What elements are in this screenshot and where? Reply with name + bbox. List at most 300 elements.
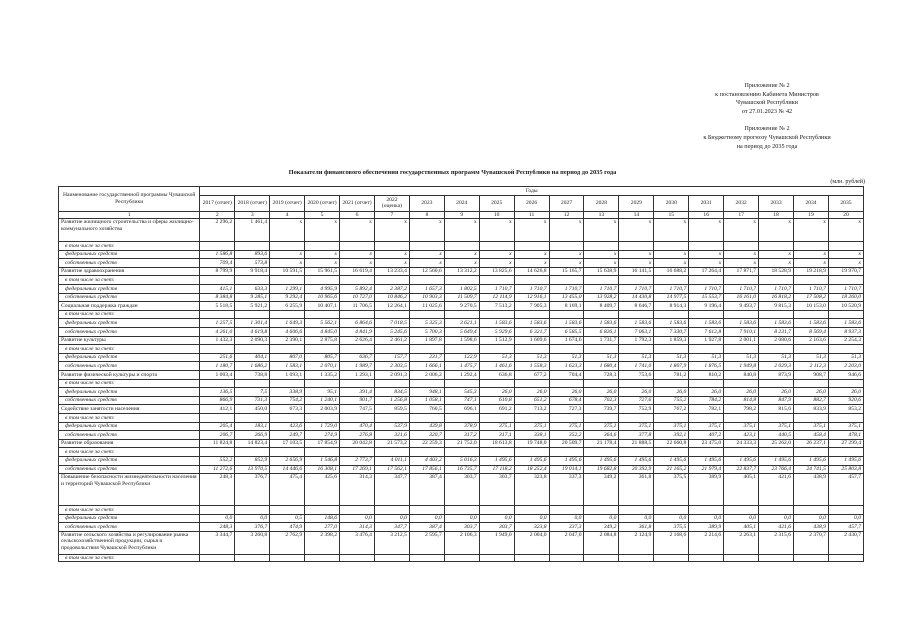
value-cell: 21 752,0 [444,439,479,448]
value-cell: 387,4 [409,474,444,506]
value-cell: 1 609,6 [514,336,549,345]
value-cell: 1 257,5 [200,319,235,328]
value-cell: 5 700,3 [409,328,444,337]
value-cell: 361,8 [619,474,654,506]
value-cell: x [794,250,829,259]
value-cell [235,276,270,285]
value-cell: 5 892,4 [340,285,375,294]
value-cell: 1 256,8 [374,396,409,405]
value-cell: 2 003,9 [305,405,340,414]
value-cell: 1 583,6 [514,319,549,328]
value-cell [514,276,549,285]
value-cell: 0,0 [794,514,829,523]
value-cell: 1 495,6 [514,456,549,465]
value-cell: 26,0 [479,388,514,397]
value-cell: x [514,250,549,259]
value-cell: x [828,219,863,242]
row-label: в том числе за счет: [59,242,200,251]
value-cell: 438,9 [794,474,829,506]
value-cell: 12 916,1 [514,293,549,302]
value-cell: 51,3 [479,353,514,362]
value-cell: 753,6 [619,371,654,380]
value-cell: 9 270,5 [444,302,479,311]
value-cell: 421,6 [759,523,794,532]
appendix-line: к постановлению Кабинета Министров [715,90,819,98]
value-cell: 1 003,4 [200,371,235,380]
value-cell: 1 649,3 [270,319,305,328]
value-cell: 0,0 [584,514,619,523]
value-cell: 17 562,1 [374,465,409,474]
year-header: 2021 (отчет) [340,195,375,211]
value-cell: 0,0 [479,514,514,523]
value-cell: 7 063,1 [619,328,654,337]
value-cell: 19 682,8 [584,465,619,474]
value-cell: 1 666,1 [409,362,444,371]
value-cell: 545,3 [444,388,479,397]
value-cell: 702,3 [584,396,619,405]
column-number: 13 [584,211,619,219]
value-cell: 1 583,6 [828,319,863,328]
year-header: 2033 [759,195,794,211]
value-cell [828,276,863,285]
value-cell: x [759,219,794,242]
value-cell [479,448,514,457]
value-cell: 13 970,5 [235,465,270,474]
value-cell [759,448,794,457]
value-cell [340,379,375,388]
value-cell: 0,0 [619,514,654,523]
value-cell: x [759,250,794,259]
value-cell: 10 727,0 [340,293,375,302]
value-cell: 739,7 [584,405,619,414]
table-row [59,276,864,285]
value-cell: x [549,219,584,242]
value-cell [514,448,549,457]
value-cell [619,448,654,457]
value-cell: 458,4 [794,431,829,440]
value-cell [794,554,829,562]
value-cell: 2 006,2 [409,371,444,380]
value-cell: 8 169,1 [549,302,584,311]
table-row [59,431,864,440]
value-cell: 10 520,9 [828,302,863,311]
value-cell [828,413,863,422]
value-cell: x [584,259,619,268]
value-cell [200,379,235,388]
value-cell: 2 203,0 [828,362,863,371]
value-cell: 1 495,6 [689,456,724,465]
value-cell: 391,4 [340,388,375,397]
value-cell: 1 292,4 [444,371,479,380]
row-label: федеральных средств [59,388,200,397]
value-cell: 0,0 [689,514,724,523]
column-number: 11 [514,211,549,219]
year-header: 2024 [444,195,479,211]
value-cell [654,310,689,319]
column-number: 18 [759,211,794,219]
value-cell [340,506,375,515]
value-cell: 16 818,2 [759,293,794,302]
year-header: 2029 [619,195,654,211]
value-cell [654,448,689,457]
value-cell: 51,3 [619,353,654,362]
column-number: 1 [59,211,200,219]
value-cell: 26,0 [654,388,689,397]
value-cell: 387,4 [409,523,444,532]
value-cell: 815,6 [759,405,794,414]
column-number: 17 [724,211,759,219]
value-cell [794,276,829,285]
year-header: 2035 [828,195,863,211]
table-row [59,293,864,302]
value-cell [584,379,619,388]
value-cell: 5 649,4 [444,328,479,337]
value-cell: 908,7 [794,371,829,380]
value-cell [584,413,619,422]
value-cell [759,310,794,319]
value-cell [305,310,340,319]
value-cell: 389,9 [689,523,724,532]
value-cell [514,345,549,354]
value-cell: 4 841,9 [340,328,375,337]
value-cell: 23 475,0 [689,439,724,448]
value-cell [584,310,619,319]
value-cell: 4 995,9 [305,285,340,294]
value-cell [270,379,305,388]
value-cell [200,242,235,251]
value-cell [654,506,689,515]
value-cell: 2 091,3 [374,371,409,380]
value-cell: 1 495,6 [549,456,584,465]
value-cell [479,242,514,251]
value-cell: 26,0 [689,388,724,397]
value-cell: 21 178,4 [584,439,619,448]
value-cell: 375,5 [654,523,689,532]
table-row [59,267,864,276]
value-cell: 9 815,3 [759,302,794,311]
table-row [59,371,864,380]
value-cell: 10 591,5 [270,267,305,276]
value-cell [514,310,549,319]
value-cell [444,310,479,319]
value-cell [619,379,654,388]
value-cell: 1 586,8 [200,250,235,259]
value-cell: 15 165,7 [549,267,584,276]
value-cell: 834,5 [374,388,409,397]
value-cell: 183,1 [235,422,270,431]
value-cell [689,448,724,457]
value-cell: 375,1 [654,422,689,431]
table-row [59,250,864,259]
value-cell: 1 583,6 [584,319,619,328]
value-cell [689,506,724,515]
value-cell [305,379,340,388]
value-cell: 1 495,6 [619,456,654,465]
value-cell [409,310,444,319]
value-cell: 3 212,5 [374,531,409,554]
value-cell: 1 710,7 [654,285,689,294]
value-cell: 457,7 [828,523,863,532]
value-cell [724,379,759,388]
value-cell: 122,9 [444,353,479,362]
value-cell: 450,0 [235,405,270,414]
value-cell: 303,7 [444,523,479,532]
row-label: в том числе за счет: [59,310,200,319]
value-cell: 23 766,4 [759,465,794,474]
value-cell: 22 259,3 [409,439,444,448]
value-cell: 1 461,4 [235,219,270,242]
value-cell: 731,3 [235,396,270,405]
value-cell: 727,3 [549,405,584,414]
row-label: Развитие образования [59,439,200,448]
value-cell: 51,3 [584,353,619,362]
value-cell: 784,2 [689,396,724,405]
value-cell [270,448,305,457]
value-cell: 6 585,5 [549,328,584,337]
value-cell: x [619,219,654,242]
value-cell: 2 387,2 [374,285,409,294]
value-cell: 1 335,2 [305,371,340,380]
column-number: 15 [654,211,689,219]
value-cell: 276,8 [340,431,375,440]
value-cell: 2 004,0 [514,531,549,554]
value-cell [654,242,689,251]
row-label: федеральных средств [59,285,200,294]
value-cell: x [549,250,584,259]
value-cell: 5 518,5 [200,302,235,311]
value-cell: 691,2 [479,405,514,414]
value-cell: 231,7 [409,353,444,362]
column-number: 20 [828,211,863,219]
value-cell: 8 569,4 [794,328,829,337]
value-cell [340,448,375,457]
value-cell [514,554,549,562]
value-cell: 752,9 [619,405,654,414]
value-cell: 1 897,8 [409,336,444,345]
value-cell [584,506,619,515]
value-cell: 51,3 [549,353,584,362]
table-row [59,523,864,532]
value-cell [549,276,584,285]
value-cell: 2 168,6 [654,531,689,554]
value-cell: 6 255,9 [270,302,305,311]
value-cell: 1 240,1 [305,396,340,405]
value-cell [724,310,759,319]
value-cell [689,379,724,388]
value-cell: 0,5 [270,514,305,523]
value-cell: 1 674,6 [549,336,584,345]
table-body [59,219,864,562]
value-cell: 0,0 [340,514,375,523]
value-cell: x [340,250,375,259]
value-cell: 1 495,6 [584,456,619,465]
value-cell: 25 262,0 [759,439,794,448]
value-cell: 866,9 [200,396,235,405]
value-cell: 10 153,0 [794,302,829,311]
table-row [59,242,864,251]
year-header: 2023 [409,195,444,211]
value-cell [584,276,619,285]
column-number: 19 [794,211,829,219]
value-cell [270,310,305,319]
value-cell: 425,6 [305,474,340,506]
value-cell: 2 106,3 [444,531,479,554]
value-cell: 321,6 [374,431,409,440]
value-cell [479,345,514,354]
value-cell: 1 495,6 [654,456,689,465]
financing-table [58,186,864,562]
value-cell: 16 161,0 [724,293,759,302]
value-cell: 21 573,2 [374,439,409,448]
column-numbers-row [59,211,864,219]
value-cell: 859,5 [374,405,409,414]
value-cell: 148,6 [305,514,340,523]
value-cell: 754,2 [270,396,305,405]
value-cell: 901,7 [340,396,375,405]
value-cell: 16 619,4 [340,267,375,276]
value-cell: x [689,259,724,268]
value-cell: 747,5 [340,405,375,414]
value-cell [619,345,654,354]
value-cell: 1 710,7 [514,285,549,294]
value-cell: 2 047,0 [549,531,584,554]
value-cell [724,554,759,562]
year-header: 2027 [549,195,584,211]
value-cell: 6 826,1 [584,328,619,337]
value-cell: 415,1 [200,285,235,294]
value-cell: 2 029,3 [759,362,794,371]
value-cell [549,345,584,354]
table-row [59,506,864,515]
value-cell: 1 583,6 [654,319,689,328]
value-cell: 423,1 [724,431,759,440]
value-cell: 423,6 [270,422,305,431]
value-cell: 6 864,6 [340,319,375,328]
value-cell [828,310,863,319]
value-cell: 13 825,6 [479,267,514,276]
value-cell: x [828,250,863,259]
value-cell: 948,1 [409,388,444,397]
row-label: в том числе за счет: [59,379,200,388]
value-cell: x [444,250,479,259]
value-cell [759,242,794,251]
value-cell: 16 688,2 [654,267,689,276]
value-cell: 11 509,7 [444,293,479,302]
value-cell: 338,9 [270,388,305,397]
value-cell [689,345,724,354]
year-header: 2028 [584,195,619,211]
value-cell: 1 710,7 [794,285,829,294]
value-cell: 2 656,9 [270,456,305,465]
value-cell: 347,7 [374,523,409,532]
value-cell: 16 141,5 [619,267,654,276]
value-cell [689,276,724,285]
value-cell [235,413,270,422]
row-label: в том числе за счет: [59,345,200,354]
value-cell: x [514,259,549,268]
value-cell: 18 613,8 [479,439,514,448]
value-cell: 19 970,7 [828,267,863,276]
value-cell: 22 660,8 [654,439,689,448]
value-cell: 2 124,9 [619,531,654,554]
value-cell: 0,0 [200,514,235,523]
value-cell [200,413,235,422]
value-cell: x [689,219,724,242]
year-header: 2020 (отчет) [305,195,340,211]
value-cell: 136,5 [200,388,235,397]
value-cell: 412,1 [200,405,235,414]
table-row [59,379,864,388]
value-cell: 16 735,7 [444,465,479,474]
value-cell: 317,1 [479,431,514,440]
value-cell: 17 871,7 [724,267,759,276]
year-header: 2034 [794,195,829,211]
value-cell [200,554,235,562]
value-cell: 10 846,2 [374,293,409,302]
value-cell [794,242,829,251]
value-cell: 457,7 [828,474,863,506]
value-cell [828,242,863,251]
value-cell [619,276,654,285]
row-label: в том числе за счет: [59,413,200,422]
value-cell: 303,7 [479,523,514,532]
value-cell [724,276,759,285]
row-label: Развитие культуры [59,336,200,345]
value-cell: 805,7 [305,353,340,362]
value-cell [689,413,724,422]
value-cell [549,506,584,515]
value-cell [724,242,759,251]
value-cell: 709,4 [200,259,235,268]
value-cell: 2 080,6 [759,336,794,345]
value-cell: x [374,250,409,259]
value-cell: 5 562,1 [305,319,340,328]
appendix-line: Приложение № 2 [744,82,790,89]
value-cell [200,345,235,354]
value-cell: 249,7 [270,431,305,440]
value-cell [689,554,724,562]
value-cell [409,276,444,285]
value-cell: 781,2 [654,371,689,380]
value-cell: 13 233,4 [374,267,409,276]
value-cell: 206,7 [200,431,235,440]
value-cell: 17 854,9 [305,439,340,448]
value-cell: 266,9 [235,431,270,440]
value-cell: 782,1 [689,405,724,414]
value-cell: 376,7 [235,474,270,506]
value-cell: x [549,259,584,268]
value-cell: 2 315,6 [759,531,794,554]
value-cell: 882,7 [794,396,829,405]
value-cell: 20 042,8 [340,439,375,448]
value-cell [200,448,235,457]
column-number: 10 [479,211,514,219]
value-cell: 678,4 [549,396,584,405]
value-cell: 1 583,6 [794,319,829,328]
value-cell [724,413,759,422]
value-cell: 20 509,7 [549,439,584,448]
value-cell: 1 876,5 [689,362,724,371]
value-cell [305,345,340,354]
value-cell [619,554,654,562]
value-cell: x [619,250,654,259]
value-cell: 337,3 [549,474,584,506]
value-cell: 0,0 [724,514,759,523]
value-cell: 16 308,1 [305,465,340,474]
row-label: собственных средств [59,396,200,405]
value-cell: 8 231,7 [759,328,794,337]
value-cell [828,379,863,388]
